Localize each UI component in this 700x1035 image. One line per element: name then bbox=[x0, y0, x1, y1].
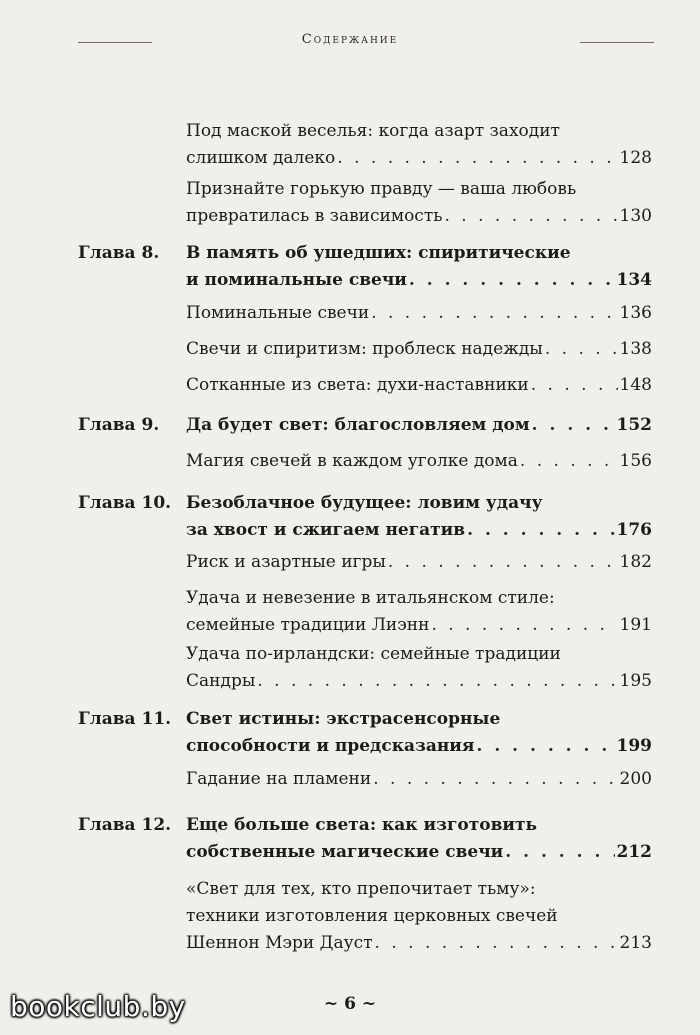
page-number: ~ 6 ~ bbox=[323, 994, 377, 1014]
entry-title-text: Да будет свет: благословляем дом bbox=[186, 415, 530, 435]
entry-page-number: 138 bbox=[619, 339, 652, 359]
toc-entry-line-with-page bbox=[186, 412, 652, 438]
toc-entry-line-with-page bbox=[186, 766, 652, 792]
entry-title-text: Риск и азартные игры bbox=[186, 552, 386, 572]
toc-entry-line-with-page bbox=[186, 145, 652, 171]
entry-title-text: Шеннон Мэри Дауст bbox=[186, 933, 373, 953]
dot-leader bbox=[371, 300, 617, 326]
toc-entry-line-with-page bbox=[186, 336, 652, 362]
entry-title-text: и поминальные свечи bbox=[186, 270, 407, 290]
entry-page-number: 176 bbox=[616, 520, 652, 540]
entry-title-text: превратилась в зависимость bbox=[186, 206, 443, 226]
toc-entry-line: Удача по-ирландски: семейные традиции bbox=[186, 644, 561, 664]
chapter-number: Глава 10. bbox=[78, 493, 172, 513]
toc-entry-line-with-page bbox=[186, 517, 652, 543]
dot-leader bbox=[545, 336, 618, 362]
header-rule-right bbox=[580, 42, 654, 43]
toc-entry-line-with-page bbox=[186, 267, 652, 293]
dot-leader bbox=[505, 839, 614, 865]
toc-entry-line: Под маской веселья: когда азарт заходит bbox=[186, 121, 560, 141]
entry-title-text: Сандры bbox=[186, 671, 256, 691]
toc-entry-line: «Свет для тех, кто препочитает тьму»: bbox=[186, 879, 536, 899]
toc-entry-line-with-page bbox=[186, 839, 652, 865]
entry-page-number: 195 bbox=[619, 671, 652, 691]
chapter-number: Глава 11. bbox=[78, 709, 172, 729]
entry-title-text: Сотканные из света: духи-наставники bbox=[186, 375, 529, 395]
dot-leader bbox=[373, 766, 617, 792]
toc-entry-line-with-page bbox=[186, 733, 652, 759]
watermark-logo: bookclub.by bbox=[10, 990, 186, 1023]
toc-entry-line: Безоблачное будущее: ловим удачу bbox=[186, 493, 543, 513]
dot-leader bbox=[467, 517, 614, 543]
toc-entry-line-with-page bbox=[186, 612, 652, 638]
chapter-number: Глава 12. bbox=[78, 815, 172, 835]
entry-page-number: 148 bbox=[619, 375, 652, 395]
dot-leader bbox=[257, 668, 617, 694]
entry-page-number: 128 bbox=[619, 148, 652, 168]
toc-entry-line: Еще больше света: как изготовить bbox=[186, 815, 538, 835]
entry-title-text: слишком далеко bbox=[186, 148, 336, 168]
entry-page-number: 134 bbox=[616, 270, 652, 290]
toc-entry-line: В память об ушедших: спиритические bbox=[186, 243, 571, 263]
toc-entry-line: Признайте горькую правду — ваша любовь bbox=[186, 179, 577, 199]
entry-page-number: 136 bbox=[619, 303, 652, 323]
toc-entry-line: техники изготовления церковных свечей bbox=[186, 906, 558, 926]
chapter-number: Глава 9. bbox=[78, 415, 160, 435]
entry-page-number: 191 bbox=[619, 615, 652, 635]
dot-leader bbox=[431, 612, 617, 638]
entry-title-text: собственные магические свечи bbox=[186, 842, 504, 862]
toc-entry-line-with-page bbox=[186, 668, 652, 694]
entry-title-text: Гадание на пламени bbox=[186, 769, 372, 789]
dot-leader bbox=[532, 412, 615, 438]
toc-entry-line-with-page bbox=[186, 549, 652, 575]
entry-page-number: 182 bbox=[619, 552, 652, 572]
toc-entry-line-with-page bbox=[186, 203, 652, 229]
entry-title-text: Магия свечей в каждом уголке дома bbox=[186, 451, 518, 471]
entry-page-number: 130 bbox=[619, 206, 652, 226]
dot-leader bbox=[388, 549, 618, 575]
dot-leader bbox=[520, 448, 618, 474]
chapter-number: Глава 8. bbox=[78, 243, 160, 263]
entry-page-number: 152 bbox=[616, 415, 652, 435]
toc-entry-line: Удача и невезение в итальянском стиле: bbox=[186, 588, 555, 608]
toc-entry-line-with-page bbox=[186, 930, 652, 956]
toc-entry-line: Свет истины: экстрасенсорные bbox=[186, 709, 501, 729]
entry-title-text: за хвост и сжигаем негатив bbox=[186, 520, 466, 540]
dot-leader bbox=[337, 145, 617, 171]
entry-page-number: 212 bbox=[616, 842, 652, 862]
entry-title-text: Поминальные свечи bbox=[186, 303, 370, 323]
entry-page-number: 156 bbox=[619, 451, 652, 471]
entry-title-text: Свечи и спиритизм: проблеск надежды bbox=[186, 339, 543, 359]
entry-title-text: способности и предсказания bbox=[186, 736, 475, 756]
dot-leader bbox=[476, 733, 614, 759]
dot-leader bbox=[409, 267, 615, 293]
entry-page-number: 200 bbox=[619, 769, 652, 789]
running-head: Содержание bbox=[301, 32, 399, 47]
dot-leader bbox=[531, 372, 618, 398]
toc-entry-line-with-page bbox=[186, 300, 652, 326]
dot-leader bbox=[375, 930, 618, 956]
entry-page-number: 199 bbox=[616, 736, 652, 756]
toc-entry-line-with-page bbox=[186, 448, 652, 474]
toc-entry-line-with-page bbox=[186, 372, 652, 398]
entry-title-text: семейные традиции Лиэнн bbox=[186, 615, 430, 635]
dot-leader bbox=[445, 203, 618, 229]
entry-page-number: 213 bbox=[619, 933, 652, 953]
